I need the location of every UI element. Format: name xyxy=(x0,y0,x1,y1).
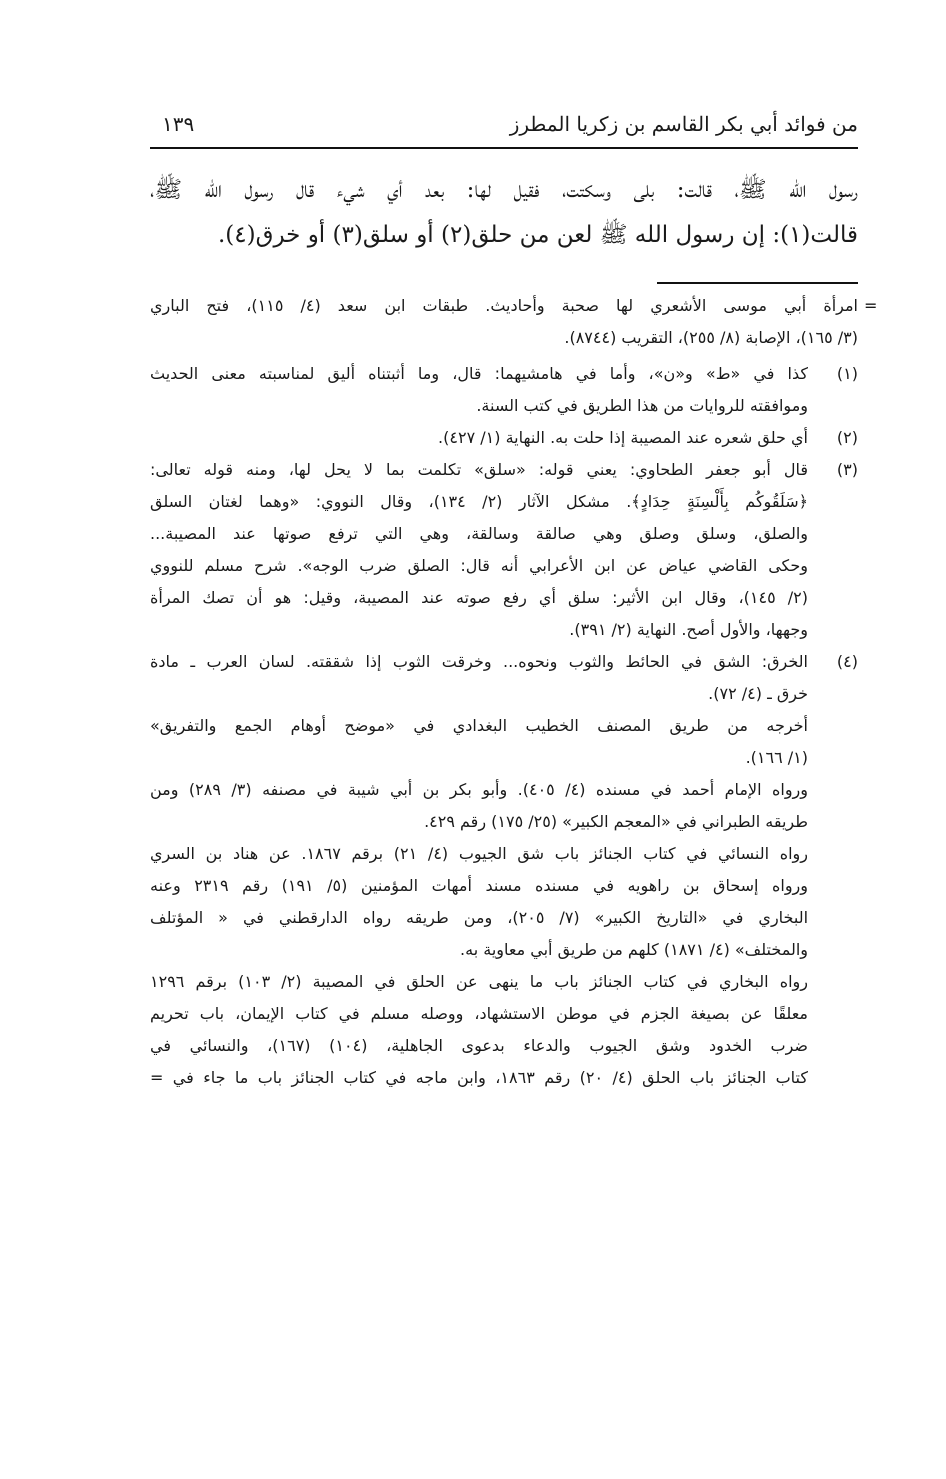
takhrij-line: البخاري في «التاريخ الكبير» (٧/ ٢٠٥)، ومن طريقه رواه الدارقطني في « المؤتلف xyxy=(150,908,808,927)
main-text-line: قالت(١): إن رسول الله ﷺ لعن من حلق(٢) أو سلق(٣) أو خرق(٤). xyxy=(218,222,858,248)
footnote-number: (٤) xyxy=(836,652,858,671)
footnote-line: أي حلق شعره عند المصيبة إذا حلت به. النهاية (١/ ٤٢٧). xyxy=(438,428,808,447)
takhrij-line: أخرجه من طريق المصنف الخطيب البغدادي في «موضح أوهام الجمع والتفريق» xyxy=(150,716,808,735)
footnote-number: (٣) xyxy=(836,460,858,479)
footnote-line: وجهها، والأول أصح. النهاية (٢/ ٣٩١). xyxy=(569,620,808,639)
footnote-line: وحكى القاضي عياض عن ابن الأعرابي أنه قال: الصلق ضرب الوجه». شرح مسلم للنووي xyxy=(150,556,808,575)
footnote-line: امرأة أبي موسى الأشعري لها صحبة وأحاديث. طبقات ابن سعد (٤/ ١١٥)، فتح الباري xyxy=(150,296,858,315)
footnote-4 xyxy=(150,646,858,678)
takhrij-line: ضرب الخدود وشق الجيوب والدعاء بدعوى الجاهلية، (١٠٤) (١٦٧)، والنسائي في xyxy=(150,1036,808,1055)
footnote-line: الخرق: الشق في الحائط والثوب ونحوه... وخرقت الثوب إذا شققته. لسان العرب ـ مادة xyxy=(150,652,808,671)
takhrij-line: طريقه الطبراني في «المعجم الكبير» (٢٥/ ١٧٥) رقم ٤٢٩. xyxy=(424,812,808,831)
page-number: ١٣٩ xyxy=(162,112,195,136)
continuation-mark: = xyxy=(864,296,878,315)
takhrij-line: رواه البخاري في كتاب الجنائز باب ما ينهى عن الحلق في المصيبة (٢/ ١٠٣) برقم ١٢٩٦ xyxy=(150,972,808,991)
takhrij-line: معلقًا عن بصيغة الجزم في موطن الاستشهاد، ووصله مسلم في كتاب الإيمان، باب تحريم xyxy=(150,1004,808,1023)
footnote-line: ﴿سَلَقُوكُم بِأَلْسِنَةٍ حِدَادٍ﴾. مشكل الآثار (٢/ ١٣٤)، وقال النووي: «وهما لغتان السلق xyxy=(150,492,808,511)
page-header xyxy=(150,112,858,146)
footnote-separator xyxy=(657,282,858,284)
footnote-line: خرق ـ (٤/ ٧٢). xyxy=(708,684,808,703)
takhrij-line: (١/ ١٦٦). xyxy=(745,748,808,767)
footnote-line: والصلق، وسلق وصلق وهي صالقة وسالقة، وهي التي ترفع صوتها عند المصيبة... xyxy=(150,524,808,543)
footnote-line: (٣/ ١٦٥)، الإصابة (٨/ ٢٥٥)، التقريب (٨٧٤٤). xyxy=(564,328,858,347)
takhrij-line: ورواه الإمام أحمد في مسنده (٤/ ٤٠٥). وأبو بكر بن أبي شيبة في مصنفه (٣/ ٢٨٩) ومن xyxy=(150,780,808,799)
footnote-number: (٢) xyxy=(836,428,858,447)
footnote-line: (٢/ ١٤٥)، وقال ابن الأثير: سلق أي رفع صوته عند المصيبة، وقيل: هو أن تصك المرأة xyxy=(150,588,808,607)
running-title: من فوائد أبي بكر القاسم بن زكريا المطرز xyxy=(509,112,858,136)
footnote-line: قال أبو جعفر الطحاوي: يعني قوله: «سلق» تكلمت بما لا يحل لها، ومنه قوله تعالى: xyxy=(150,460,808,479)
header-rule xyxy=(150,147,858,149)
takhrij-line: والمختلف» (٤/ ١٨٧١) كلهم من طريق أبي معاوية به. xyxy=(460,940,808,959)
footnote-2 xyxy=(150,422,858,454)
takhrij-line: كتاب الجنائز باب الحلق (٤/ ٢٠) رقم ١٨٦٣، وابن ماجه في كتاب الجنائز باب ما جاء في = xyxy=(150,1068,808,1087)
footnote-3 xyxy=(150,454,858,486)
footnote-1 xyxy=(150,358,858,390)
main-text-line: رسول الله ﷺ، قالت: بلى وسكتت، فقيل لها: بعد أي شيء قال رسول الله ﷺ، xyxy=(150,177,858,203)
footnote-line: وموافقته للروايات من هذا الطريق في كتب السنة. xyxy=(476,396,808,415)
footnote-line: كذا في «ط» و«ن»، وأما في هامشيهما: قال، وما أثبتناه أليق لمناسبته معنى الحديث xyxy=(150,364,808,383)
takhrij-line: رواه النسائي في كتاب الجنائز باب شق الجيوب (٤/ ٢١) برقم ١٨٦٧. عن هناد بن السري xyxy=(150,844,808,863)
footnote-number: (١) xyxy=(836,364,858,383)
footnotes xyxy=(150,290,858,1094)
main-text xyxy=(150,168,858,258)
takhrij-line: ورواه إسحاق بن راهويه في مسنده مسند أمهات المؤمنين (٥/ ١٩١) رقم ٢٣١٩ وعنه xyxy=(150,876,808,895)
